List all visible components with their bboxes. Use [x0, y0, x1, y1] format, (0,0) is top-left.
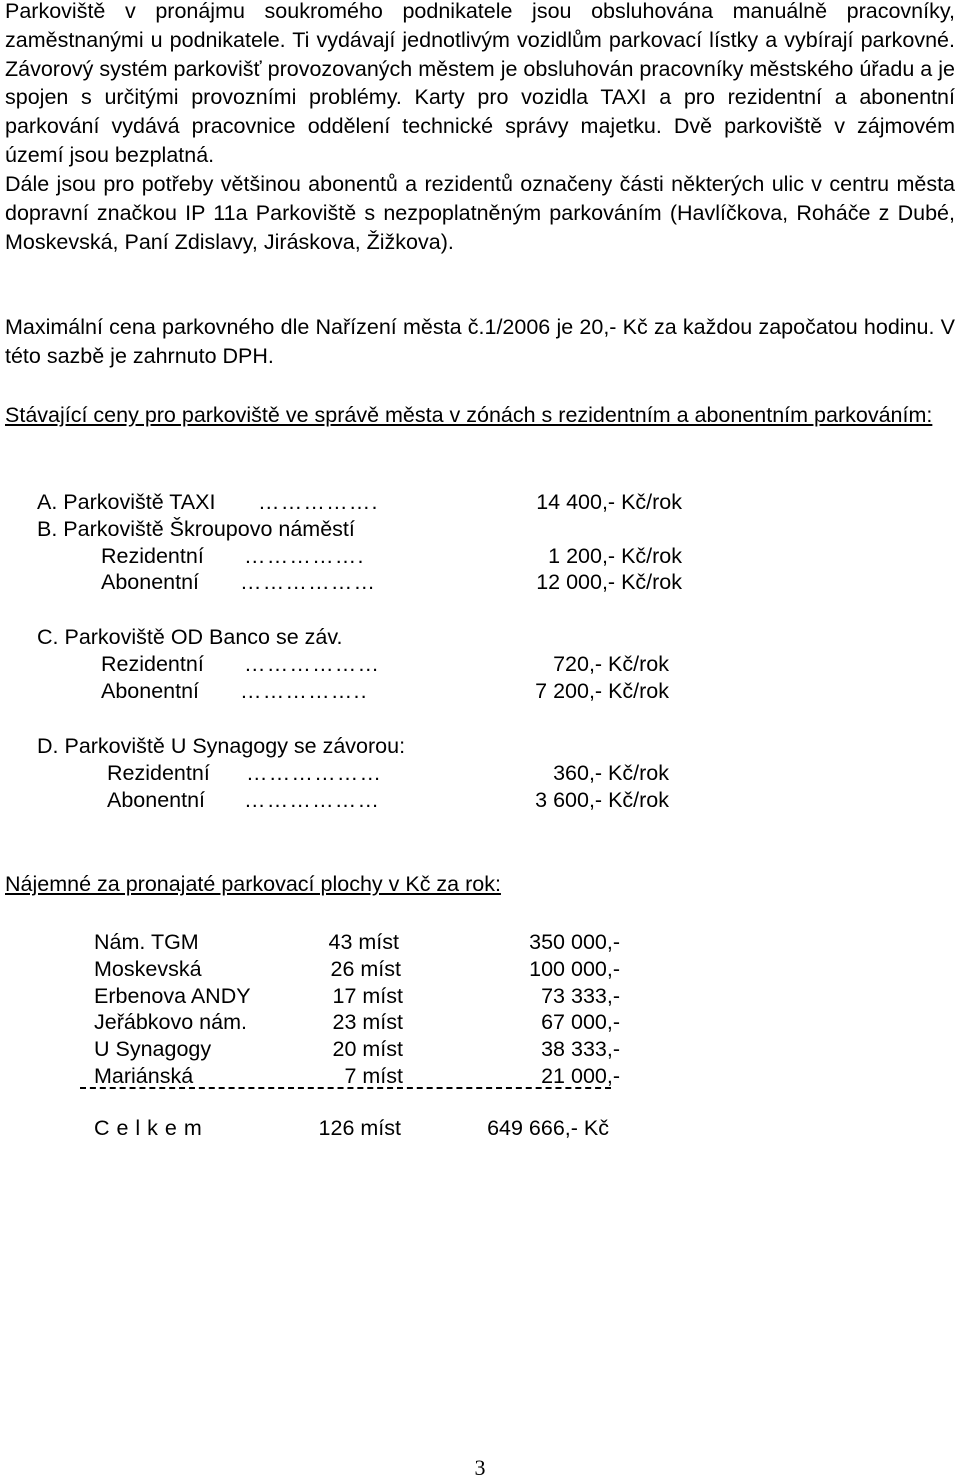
price-group-label: D. Parkoviště U Synagogy se závorou:	[37, 734, 406, 758]
dot-leader: ………………	[240, 570, 377, 594]
price-value: 3 600,- Kč/rok	[535, 788, 669, 812]
price-label: Abonentní	[101, 570, 200, 594]
rent-place-name: Nám. TGM	[94, 930, 199, 954]
dot-leader: ………………	[244, 788, 381, 812]
rent-amount: 100 000,-	[529, 957, 620, 981]
price-value: 14 400,- Kč/rok	[536, 490, 682, 514]
price-value: 1 200,- Kč/rok	[548, 544, 682, 568]
price-label: Rezidentní	[107, 761, 210, 785]
rent-place-count: 43 míst	[328, 930, 399, 954]
rent-amount: 73 333,-	[541, 984, 620, 1008]
rent-place-name: U Synagogy	[94, 1037, 212, 1061]
rent-heading: Nájemné za pronajaté parkovací plochy v Kč za rok:	[5, 872, 501, 896]
price-label: Abonentní	[101, 679, 200, 703]
price-label: Rezidentní	[101, 652, 204, 676]
prices-heading: Stávající ceny pro parkoviště ve správě města v zónách s rezidentním a abonentním parkováním:	[5, 403, 933, 427]
dot-leader: …………….	[244, 544, 365, 568]
rent-place-count: 26 míst	[330, 957, 401, 981]
price-value: 7 200,- Kč/rok	[535, 679, 669, 703]
dot-leader: ………………	[244, 652, 381, 676]
rent-place-name: Jeřábkovo nám.	[94, 1010, 247, 1034]
paragraph-parking-operation: Parkoviště v pronájmu soukromého podnikatele jsou obsluhována manuálně pracovníky, zaměstnanými u podnikatele. Ti vydávají jednotlivým vozidlům parkovací lístky a vybírají parkovné. Závorový systém parkovišť provozovaných městem je obsluhován pracovníky městského úřadu a je spojen s určitými provozními problémy. Karty pro vozidla TAXI a pro rezidentní a abonentní parkování vydává pracovnice oddělení technické správy majetku. Dvě parkoviště v zájmovém území jsou bezplatná.	[5, 0, 955, 167]
dot-leader: ………………	[246, 761, 383, 785]
rent-amount: 21 000,-	[541, 1064, 620, 1088]
rent-place-name: Moskevská	[94, 957, 202, 981]
price-value: 12 000,- Kč/rok	[536, 570, 682, 594]
price-label: Rezidentní	[101, 544, 204, 568]
rent-total-places: 126 míst	[318, 1116, 401, 1140]
rent-total-label: C e l k e m	[94, 1116, 203, 1140]
rent-place-name: Mariánská	[94, 1064, 194, 1088]
price-group-label: C. Parkoviště OD Banco se záv.	[37, 625, 343, 649]
rent-amount: 67 000,-	[541, 1010, 620, 1034]
rent-place-count: 23 míst	[332, 1010, 403, 1034]
paragraph-max-price: Maximální cena parkovného dle Nařízení města č.1/2006 je 20,- Kč za každou započatou hodinu. V této sazbě je zahrnuto DPH.	[5, 315, 955, 368]
price-value: 720,- Kč/rok	[553, 652, 669, 676]
price-label: A. Parkoviště TAXI	[37, 490, 216, 514]
price-group-label: B. Parkoviště Škroupovo náměstí	[37, 517, 355, 541]
dot-leader: ……………..	[240, 679, 368, 703]
total-divider	[80, 1087, 611, 1089]
rent-place-name: Erbenova ANDY	[94, 984, 251, 1008]
rent-place-count: 20 míst	[332, 1037, 403, 1061]
paragraph-street-parking: Dále jsou pro potřeby většinou abonentů a rezidentů označeny části některých ulic v centru města dopravní značkou IP 11a Parkoviště s nezpoplatněným parkováním (Havlíčkova, Roháče z Dubé, Moskevská, Paní Zdislavy, Jiráskova, Žižkova).	[5, 172, 955, 254]
rent-total-amount: 649 666,- Kč	[487, 1116, 609, 1140]
rent-place-count: 17 míst	[332, 984, 403, 1008]
rent-amount: 38 333,-	[541, 1037, 620, 1061]
dot-leader: …………….	[258, 490, 379, 514]
rent-place-count: 7 míst	[344, 1064, 403, 1088]
rent-amount: 350 000,-	[529, 930, 620, 954]
page-number: 3	[474, 1455, 486, 1480]
price-label: Abonentní	[107, 788, 206, 812]
price-value: 360,- Kč/rok	[553, 761, 669, 785]
